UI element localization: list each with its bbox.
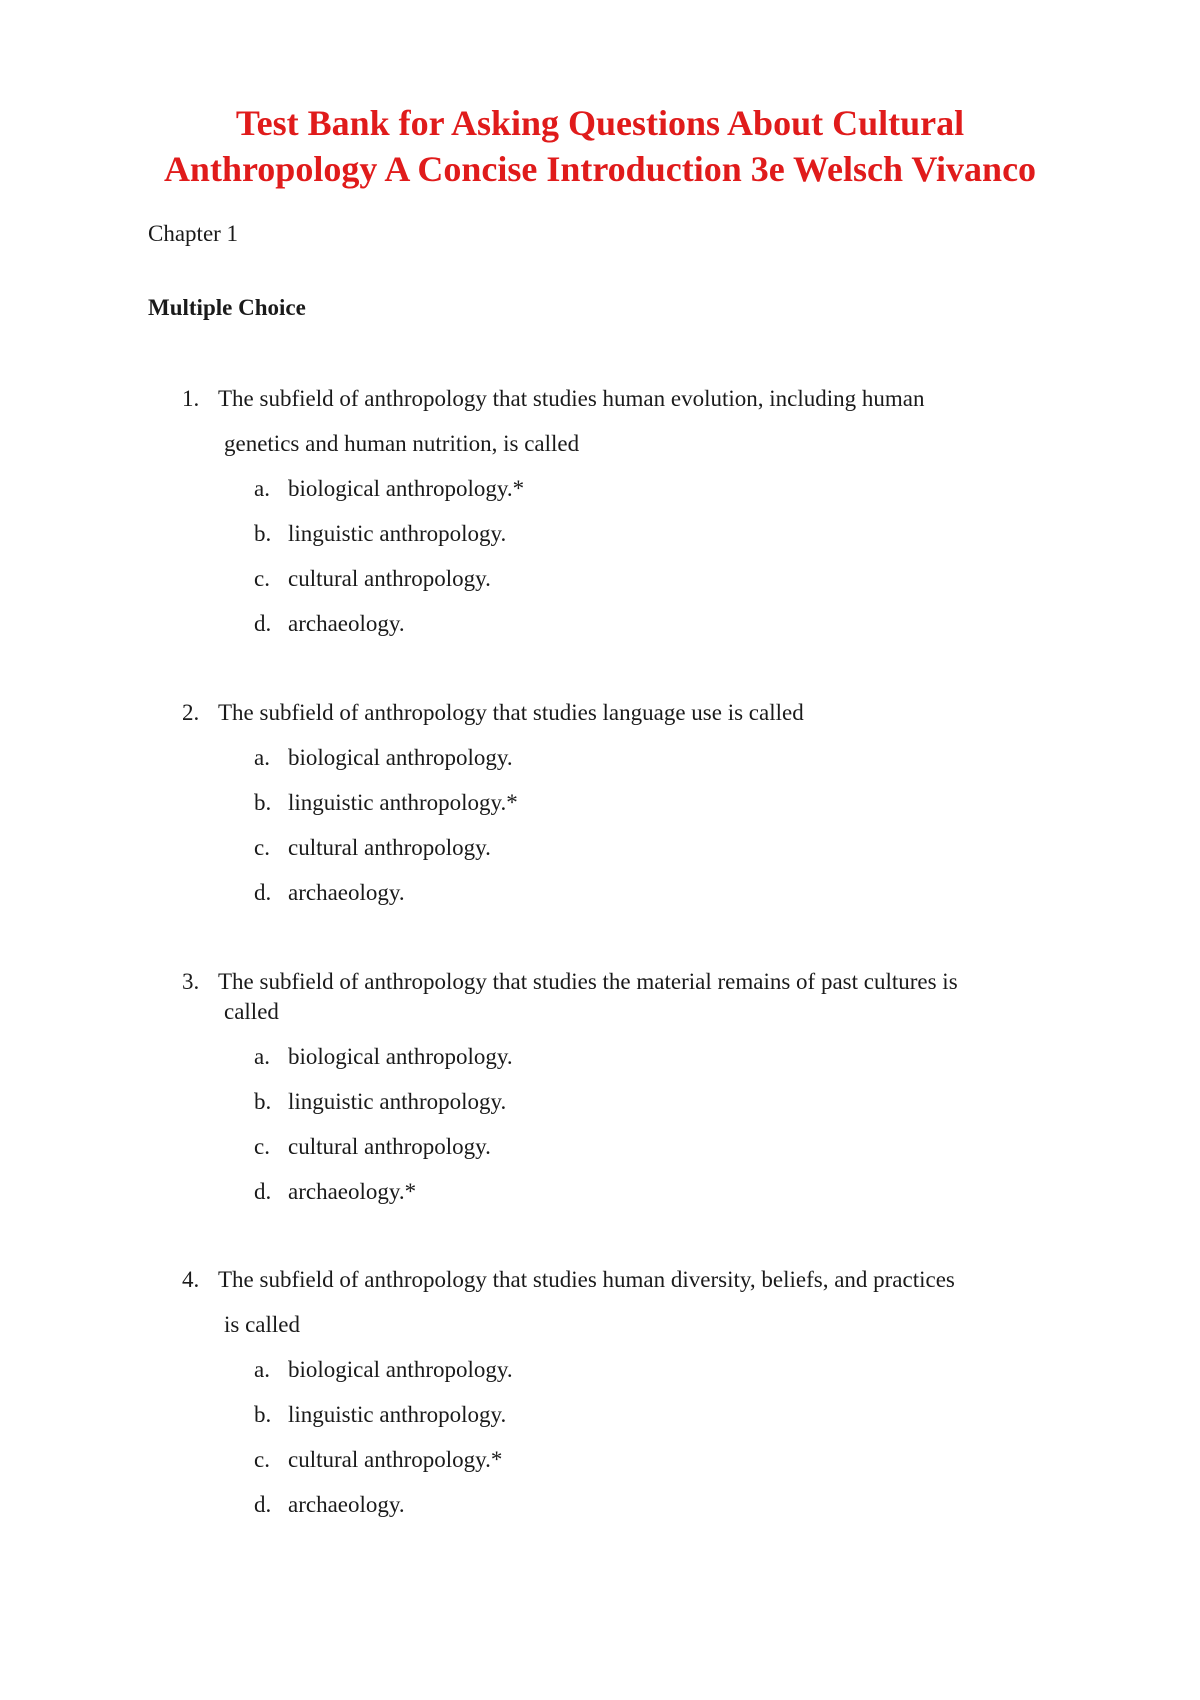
choice-letter: a. bbox=[254, 476, 270, 501]
chapter-label: Chapter 1 bbox=[148, 221, 239, 246]
choice-letter: c. bbox=[254, 835, 270, 860]
choice-text: cultural anthropology.* bbox=[288, 1447, 503, 1472]
choice-text: cultural anthropology. bbox=[288, 566, 491, 591]
choice-letter: c. bbox=[254, 1447, 270, 1472]
question-stem bbox=[218, 384, 1018, 459]
choice-text: biological anthropology. bbox=[288, 745, 513, 770]
choice-letter: a. bbox=[254, 1044, 270, 1069]
choice-letter: a. bbox=[254, 745, 270, 770]
title-line-2: Anthropology A Concise Introduction 3e Welsch Vivanco bbox=[163, 149, 1037, 189]
choice-text: cultural anthropology. bbox=[288, 835, 491, 860]
choice-letter: a. bbox=[254, 1357, 270, 1382]
choice-text: biological anthropology.* bbox=[288, 476, 525, 501]
answer-choice bbox=[0, 1177, 1200, 1207]
choice-text: linguistic anthropology.* bbox=[288, 790, 518, 815]
question-stem bbox=[218, 1265, 1018, 1340]
choice-text: archaeology. bbox=[288, 611, 405, 636]
choice-text: cultural anthropology. bbox=[288, 1134, 491, 1159]
answer-choice bbox=[0, 878, 1200, 908]
answer-choice bbox=[0, 1400, 1200, 1430]
choice-letter: b. bbox=[254, 1402, 272, 1427]
answer-choice bbox=[0, 609, 1200, 639]
answer-choice bbox=[0, 788, 1200, 818]
choice-text: biological anthropology. bbox=[288, 1044, 513, 1069]
question-stem bbox=[218, 698, 1018, 728]
choice-text: linguistic anthropology. bbox=[288, 521, 507, 546]
section-heading: Multiple Choice bbox=[148, 295, 306, 320]
choice-text: biological anthropology. bbox=[288, 1357, 513, 1382]
choice-letter: d. bbox=[254, 1179, 272, 1204]
choice-letter: b. bbox=[254, 521, 272, 546]
choice-letter: d. bbox=[254, 880, 272, 905]
choice-letter: b. bbox=[254, 790, 272, 815]
choice-letter: d. bbox=[254, 1492, 272, 1517]
question-stem-line: The subfield of anthropology that studies human diversity, beliefs, and practices bbox=[218, 1267, 955, 1292]
choice-letter: c. bbox=[254, 1134, 270, 1159]
choice-letter: d. bbox=[254, 611, 272, 636]
question-number: 2. bbox=[182, 700, 200, 725]
choice-text: archaeology.* bbox=[288, 1179, 417, 1204]
question-number: 4. bbox=[182, 1267, 200, 1292]
choice-text: archaeology. bbox=[288, 1492, 405, 1517]
question-number: 1. bbox=[182, 386, 200, 411]
choice-text: archaeology. bbox=[288, 880, 405, 905]
answer-choice bbox=[0, 1087, 1200, 1117]
question-stem-line: The subfield of anthropology that studies the material remains of past cultures is bbox=[218, 969, 958, 994]
answer-choice bbox=[0, 1445, 1200, 1475]
question-stem bbox=[218, 967, 1018, 1027]
question-stem-line: is called bbox=[224, 1312, 300, 1337]
answer-choice bbox=[0, 1355, 1200, 1385]
answer-choice bbox=[0, 564, 1200, 594]
choice-text: linguistic anthropology. bbox=[288, 1089, 507, 1114]
document-title bbox=[100, 100, 1100, 192]
answer-choice bbox=[0, 1042, 1200, 1072]
question-stem-line: called bbox=[224, 999, 279, 1024]
choice-letter: c. bbox=[254, 566, 270, 591]
choice-text: linguistic anthropology. bbox=[288, 1402, 507, 1427]
title-line-1: Test Bank for Asking Questions About Cultural bbox=[235, 103, 965, 143]
answer-choice bbox=[0, 519, 1200, 549]
answer-choice bbox=[0, 833, 1200, 863]
question-number: 3. bbox=[182, 969, 200, 994]
answer-choice bbox=[0, 1490, 1200, 1520]
answer-choice bbox=[0, 474, 1200, 504]
question-stem-line: The subfield of anthropology that studies language use is called bbox=[218, 700, 804, 725]
answer-choice bbox=[0, 743, 1200, 773]
question-stem-line: genetics and human nutrition, is called bbox=[224, 431, 580, 456]
answer-choice bbox=[0, 1132, 1200, 1162]
choice-letter: b. bbox=[254, 1089, 272, 1114]
question-stem-line: The subfield of anthropology that studies human evolution, including human bbox=[218, 386, 925, 411]
